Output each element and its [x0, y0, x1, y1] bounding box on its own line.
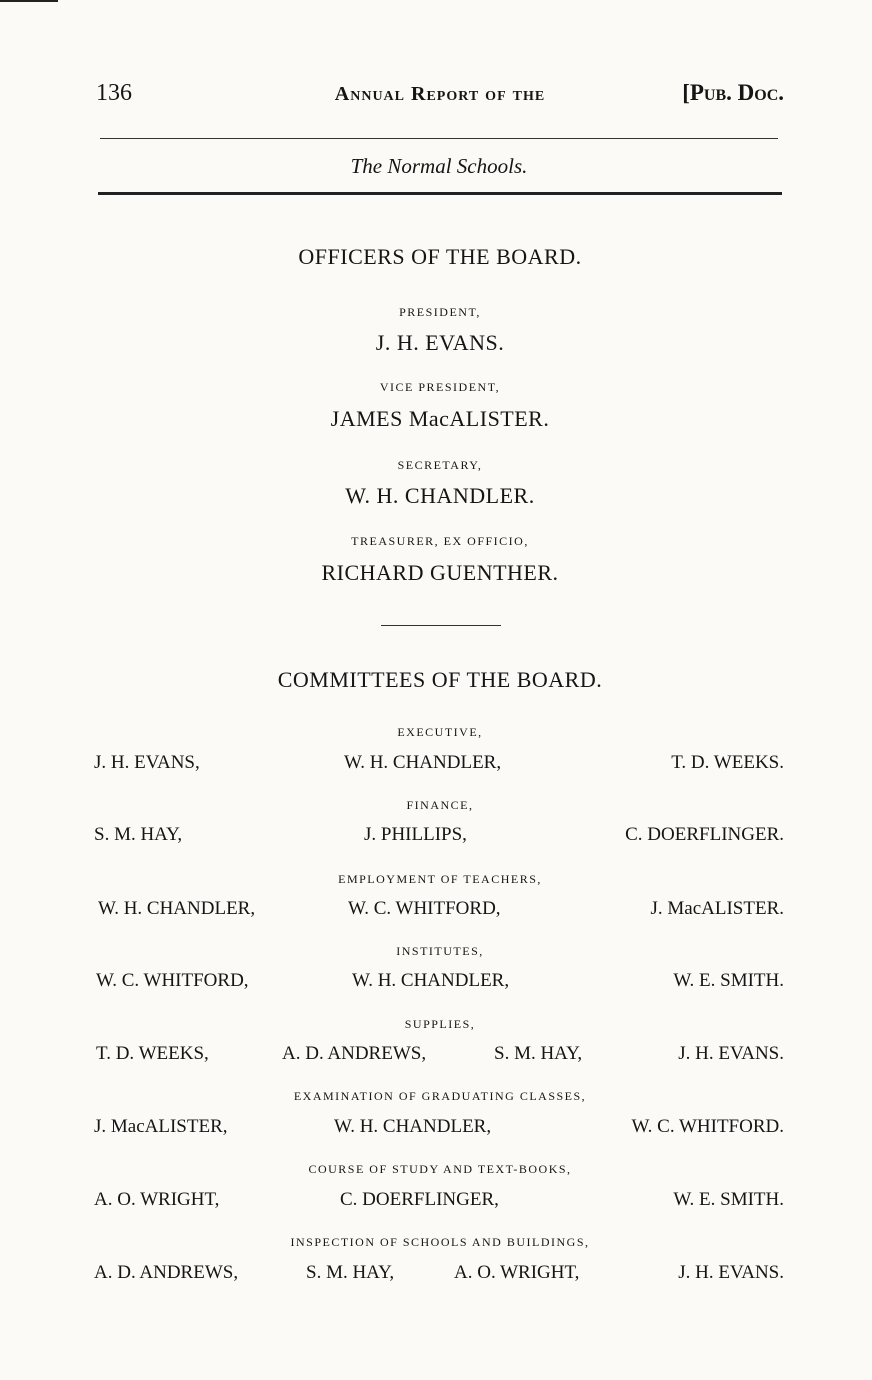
committee-members-course-of-study — [94, 1189, 784, 1215]
office-label-president: PRESIDENT, — [399, 305, 481, 319]
committee-label-employment-of-teachers: EMPLOYMENT OF TEACHERS, — [338, 872, 542, 886]
page-header — [96, 80, 784, 112]
office-label-treasurer: TREASURER, EX OFFICIO, — [351, 534, 529, 548]
committee-members-inspection — [94, 1262, 784, 1288]
committee-members-employment-of-teachers — [94, 898, 784, 924]
committee-member: J. MacALISTER. — [650, 898, 784, 919]
pub-doc-label: [Pub. Doc. — [682, 80, 784, 105]
committee-member: A. O. WRIGHT, — [454, 1262, 580, 1283]
committee-label-inspection: INSPECTION OF SCHOOLS AND BUILDINGS, — [290, 1235, 590, 1249]
committee-label-examination: EXAMINATION OF GRADUATING CLASSES, — [293, 1089, 587, 1103]
page-number: 136 — [96, 80, 132, 106]
corner-mark — [0, 0, 58, 2]
committee-member: A. O. WRIGHT, — [94, 1189, 220, 1210]
committee-members-finance — [94, 824, 784, 850]
committee-members-executive — [94, 752, 784, 778]
committee-member: C. DOERFLINGER. — [625, 824, 784, 845]
committee-member: W. E. SMITH. — [673, 1189, 784, 1210]
committee-member: W. H. CHANDLER, — [334, 1116, 492, 1137]
committee-member: A. D. ANDREWS, — [94, 1262, 239, 1283]
committee-member: S. M. HAY, — [94, 824, 183, 845]
committee-member: J. H. EVANS. — [678, 1043, 784, 1064]
committee-label-finance: FINANCE, — [406, 798, 474, 812]
section-subtitle: The Normal Schools. — [350, 154, 528, 178]
committee-member: J. PHILLIPS, — [364, 824, 467, 845]
officer-name-treasurer: RICHARD GUENTHER. — [321, 560, 559, 585]
committee-member: W. C. WHITFORD, — [348, 898, 501, 919]
officer-name-secretary: W. H. CHANDLER. — [345, 483, 535, 508]
committee-member: W. H. CHANDLER, — [344, 752, 502, 773]
committees-title: COMMITTEES OF THE BOARD. — [277, 667, 603, 692]
committee-member: J. H. EVANS, — [94, 752, 200, 773]
committee-members-examination — [94, 1116, 784, 1142]
committee-member: J. H. EVANS. — [678, 1262, 784, 1283]
committee-member: W. H. CHANDLER, — [98, 898, 256, 919]
committee-member: W. C. WHITFORD. — [631, 1116, 784, 1137]
officer-name-president: J. H. EVANS. — [375, 330, 505, 355]
committee-member: A. D. ANDREWS, — [282, 1043, 427, 1064]
committee-members-institutes — [94, 970, 784, 996]
header-rule — [100, 138, 778, 139]
committee-label-executive: EXECUTIVE, — [397, 725, 483, 739]
committee-member: T. D. WEEKS, — [96, 1043, 209, 1064]
committee-member: J. MacALISTER, — [94, 1116, 228, 1137]
committee-member: S. M. HAY, — [494, 1043, 583, 1064]
committee-label-institutes: INSTITUTES, — [396, 944, 484, 958]
running-title: Annual Report of the — [334, 83, 546, 105]
committee-members-supplies — [94, 1043, 784, 1069]
committee-label-course-of-study: COURSE OF STUDY AND TEXT-BOOKS, — [308, 1162, 572, 1176]
committee-member: C. DOERFLINGER, — [340, 1189, 499, 1210]
officers-title: OFFICERS OF THE BOARD. — [298, 244, 582, 269]
committee-member: W. E. SMITH. — [673, 970, 784, 991]
committee-member: W. C. WHITFORD, — [96, 970, 249, 991]
office-label-secretary: SECRETARY, — [397, 458, 483, 472]
section-divider — [381, 625, 501, 626]
officer-name-vice-president: JAMES MacALISTER. — [330, 406, 550, 431]
office-label-vice-president: VICE PRESIDENT, — [379, 380, 501, 394]
subtitle-rule — [98, 192, 782, 195]
committee-member: W. H. CHANDLER, — [352, 970, 510, 991]
committee-member: T. D. WEEKS. — [671, 752, 784, 773]
committee-member: S. M. HAY, — [306, 1262, 395, 1283]
committee-label-supplies: SUPPLIES, — [404, 1017, 476, 1031]
